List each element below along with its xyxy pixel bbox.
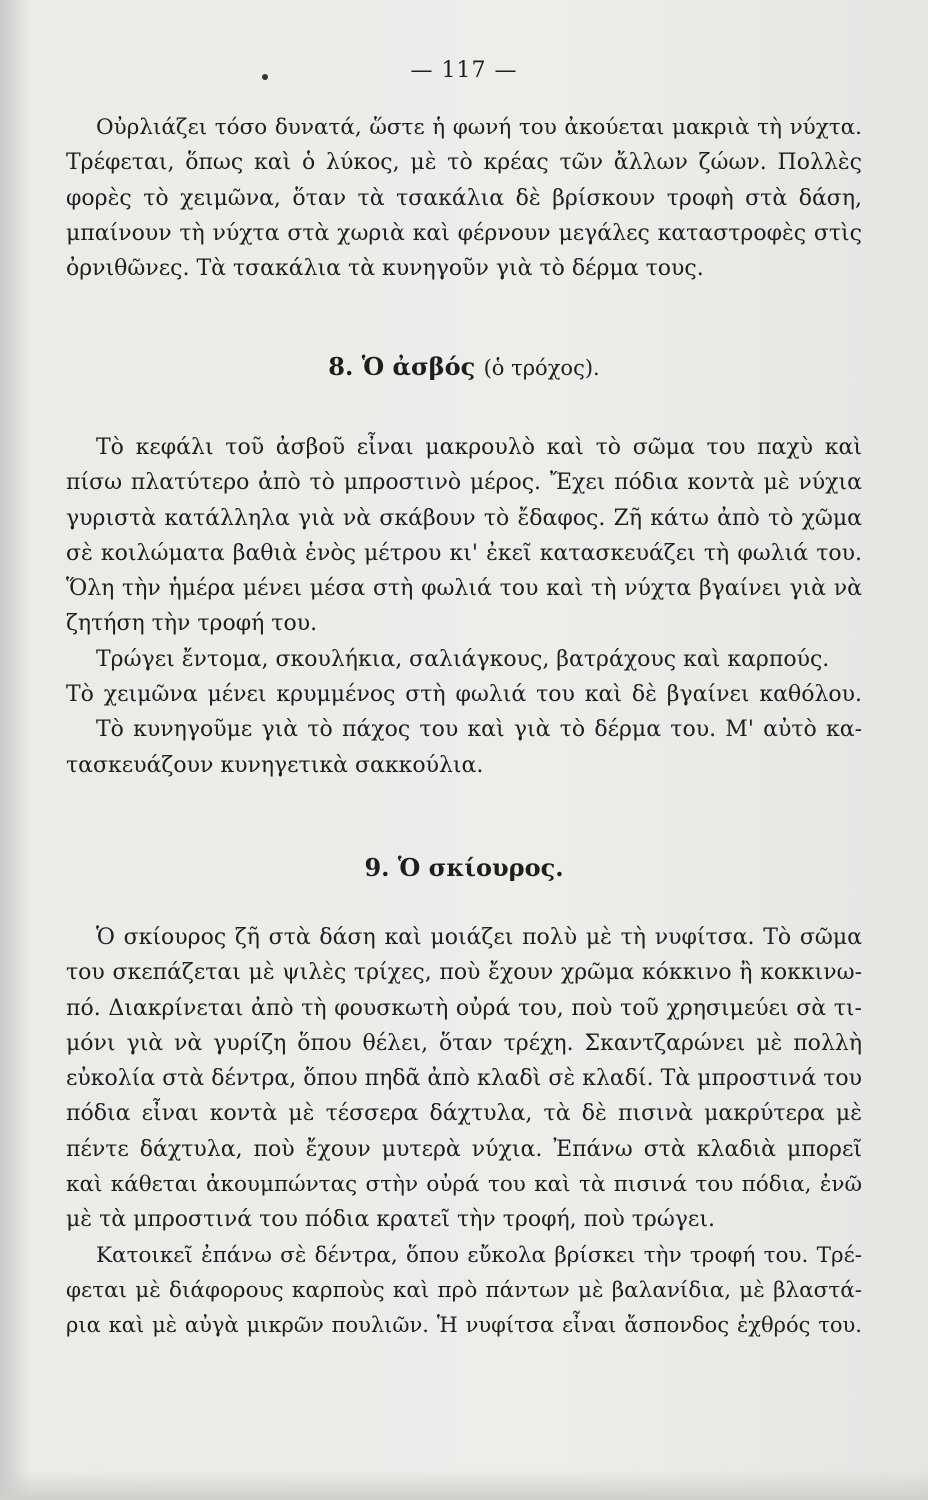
heading-title: 9. Ὁ σκίουρος. (364, 853, 564, 882)
section-heading-squirrel (0, 853, 928, 882)
text-line: Τρώγει ἔντομα, σκουλήκια, σαλιάγκους, βατράχους καὶ καρπούς. (96, 646, 830, 672)
page-number: — 117 — (410, 58, 518, 83)
text-line: μόνι γιὰ νὰ γυρίζη ὅπου θέλει, ὅταν τρέχη. Σκαντζαρώνει μὲ πολλὴ (66, 1030, 862, 1056)
text-line: πό. Διακρίνεται ἀπὸ τὴ φουσκωτὴ οὐρά του, ποὺ τοῦ χρησιμεύει σὰ τι- (66, 995, 862, 1021)
text-line: ὀρνιθῶνες. Τὰ τσακάλια τὰ κυνηγοῦν γιὰ τὸ δέρμα τους. (66, 256, 704, 282)
text-line: Ὅλη τὴν ἡμέρα μένει μέσα στὴ φωλιά του καὶ τὴ νύχτα βγαίνει γιὰ νὰ (66, 576, 862, 602)
text-line: ρια καὶ μὲ αὐγὰ μικρῶν πουλιῶν. Ἡ νυφίτσα εἶναι ἄσπονδος ἐχθρός του. (66, 1313, 862, 1338)
text-line: φεται μὲ διάφορους καρποὺς καὶ πρὸ πάντων μὲ βαλανίδια, μὲ βλαστά- (66, 1277, 862, 1303)
text-line: ζητήση τὴν τροφή του. (66, 611, 318, 637)
text-line: Κατοικεῖ ἐπάνω σὲ δέντρα, ὅπου εὔκολα βρίσκει τὴν τροφή του. Τρέ- (96, 1242, 862, 1268)
text-line: πίσω πλατύτερο ἀπὸ τὸ μπροστινὸ μέρος. Ἔχει πόδια κοντὰ μὲ νύχια (66, 470, 862, 496)
heading-subtitle: (ὁ τρόχος). (483, 356, 600, 380)
squirrel-text-block (66, 920, 862, 1344)
text-line: του σκεπάζεται μὲ ψιλὲς τρίχες, ποὺ ἔχουν χρῶμα κόκκινο ἢ κοκκινω- (66, 960, 862, 986)
text-line: μὲ τὰ μπροστινά του πόδια κρατεῖ τὴν τροφή, ποὺ τρώγει. (66, 1207, 715, 1233)
badger-text-block (66, 430, 862, 783)
text-line: Ὁ σκίουρος ζῆ στὰ δάση καὶ μοιάζει πολὺ μὲ τὴ νυφίτσα. Τὸ σῶμα (96, 925, 862, 950)
text-line: τασκευάζουν κυνηγετικὰ σακκούλια. (66, 752, 484, 778)
text-line: εὐκολία στὰ δέντρα, ὅπου πηδᾶ ἀπὸ κλαδὶ σὲ κλαδί. Τὰ μπροστινά του (66, 1066, 862, 1092)
text-line: φορὲς τὸ χειμῶνα, ὅταν τὰ τσακάλια δὲ βρίσκουν τροφὴ στὰ δάση, (66, 185, 862, 211)
text-line: μπαίνουν τὴ νύχτα στὰ χωριὰ καὶ φέρνουν μεγάλες καταστροφὲς στὶς (66, 220, 862, 246)
text-line: καὶ κάθεται ἀκουμπώντας στὴν οὐρά του καὶ τὰ πισινά του πόδια, ἐνῶ (66, 1172, 862, 1198)
text-line: Τὸ χειμῶνα μένει κρυμμένος στὴ φωλιά του καὶ δὲ βγαίνει καθόλου. (66, 682, 862, 708)
text-line: Τὸ κεφάλι τοῦ ἀσβοῦ εἶναι μακρουλὸ καὶ τὸ σῶμα του παχὺ καὶ (96, 435, 862, 460)
text-line: Τρέφεται, ὅπως καὶ ὁ λύκος, μὲ τὸ κρέας τῶν ἄλλων ζώων. Πολλὲς (66, 150, 862, 176)
text-line: Τὸ κυνηγοῦμε γιὰ τὸ πάχος του καὶ γιὰ τὸ δέρμα του. Μ' αὐτὸ κα- (96, 717, 862, 743)
text-line: γυριστὰ κατάλληλα γιὰ νὰ σκάβουν τὸ ἔδαφος. Ζῆ κάτω ἀπὸ τὸ χῶμα (66, 505, 862, 531)
heading-title: 8. Ὁ ἀσβός (328, 352, 476, 381)
text-line: σὲ κοιλώματα βαθιὰ ἑνὸς μέτρου κι' ἐκεῖ κατασκευάζει τὴ φωλιά του. (66, 540, 862, 566)
jackal-text-block (66, 110, 862, 286)
text-line: πόδια εἶναι κοντὰ μὲ τέσσερα δάχτυλα, τὰ δὲ πισινὰ μακρύτερα μὲ (66, 1101, 862, 1127)
section-heading-badger (0, 352, 928, 381)
text-line: Οὐρλιάζει τόσο δυνατά, ὥστε ἡ φωνή του ἀκούεται μακριὰ τὴ νύχτα. (96, 115, 862, 140)
text-line: πέντε δάχτυλα, ποὺ ἔχουν μυτερὰ νύχια. Ἐπάνω στὰ κλαδιὰ μπορεῖ (66, 1136, 862, 1162)
